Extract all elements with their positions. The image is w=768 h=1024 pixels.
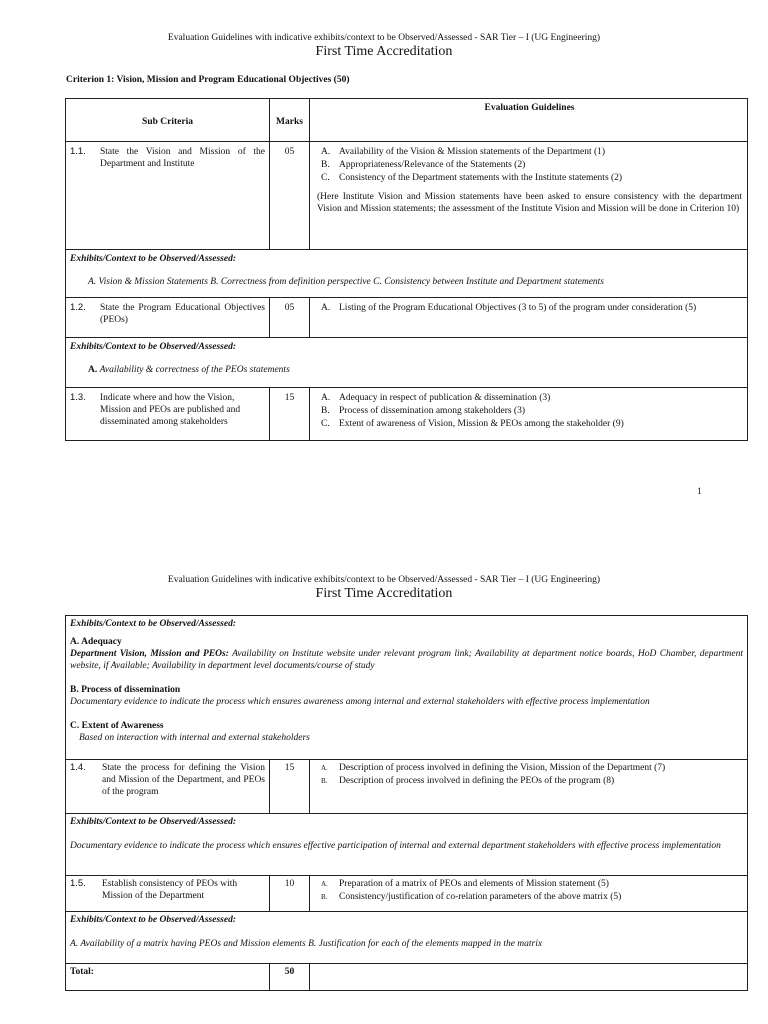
criterion-table-page2 (65, 615, 748, 991)
extent-heading: C. Extent of Awareness (70, 721, 164, 731)
criterion-number: 1.4. (70, 762, 86, 773)
guideline-list (317, 392, 742, 430)
table-row-1-5 (66, 875, 747, 911)
guideline-note: (Here Institute Vision and Mission statements have been asked to ensure consistency with the department Vision and Mission statements; the assessment of the Institute Vision and Mission will be done in Criterion 10) (317, 192, 742, 214)
list-item: B. Appropriateness/Relevance of the Statements (2) (321, 160, 526, 170)
exhibits-text: A. Availability of a matrix having PEOs and Mission elements B. Justification for each of the elements mapped in the matrix (70, 939, 543, 949)
exhibits-title: Exhibits/Context to be Observed/Assessed: (70, 342, 236, 352)
exhibits-title: Exhibits/Context to be Observed/Assessed: (70, 254, 236, 264)
table-row-1-3 (66, 387, 747, 440)
header-subtitle: Evaluation Guidelines with indicative exhibits/context to be Observed/Assessed - SAR Tier – I (UG Engineering) (167, 575, 601, 585)
guideline-list (317, 146, 742, 184)
table-row-1-1 (66, 141, 747, 249)
header-title: First Time Accreditation (315, 586, 453, 601)
table-header-row (66, 99, 747, 141)
table-row-1-4 (66, 759, 747, 813)
exhibits-row-4 (66, 813, 747, 875)
exhibits-row-5 (66, 911, 747, 963)
criterion-text: State the Vision and Mission of the Department and Institute (100, 147, 265, 169)
list-item: B. Consistency/justification of co-relation parameters of the above matrix (5) (321, 892, 622, 902)
criterion-number: 1.5. (70, 878, 86, 889)
page1-header (0, 33, 768, 60)
exhibits-row-2 (66, 337, 747, 387)
list-item: C. Extent of awareness of Vision, Mission & PEOs among the stakeholder (9) (321, 419, 624, 429)
total-value: 50 (284, 967, 295, 977)
criterion-heading: Criterion 1: Vision, Mission and Program Educational Objectives (50) (66, 75, 350, 85)
header-subtitle: Evaluation Guidelines with indicative exhibits/context to be Observed/Assessed - SAR Tier – I (UG Engineering) (167, 33, 601, 43)
criterion-text: State the Program Educational Objectives (PEOs) (100, 303, 265, 325)
col-guidelines: Evaluation Guidelines (484, 103, 575, 113)
exhibits-text: A. Availability & correctness of the PEOs statements (88, 365, 290, 375)
table-row-1-2 (66, 297, 747, 337)
list-item: B. Description of process involved in defining the PEOs of the program (8) (321, 776, 615, 786)
exhibits-row-1 (66, 249, 747, 297)
list-item: A. Description of process involved in defining the Vision, Mission of the Department (7) (321, 763, 666, 773)
page2-header (0, 575, 768, 602)
exhibits-title: Exhibits/Context to be Observed/Assessed: (70, 619, 236, 629)
criterion-text: Indicate where and how the Vision, Mission and PEOs are published and disseminated among stakeholders (100, 393, 241, 427)
marks-value: 05 (270, 298, 310, 337)
criterion-text: Establish consistency of PEOs with Mission of the Department (102, 879, 238, 901)
total-label: Total: (70, 967, 94, 977)
page-number: 1 (697, 487, 702, 497)
criterion-number: 1.2. (70, 302, 86, 313)
marks-value: 05 (270, 142, 310, 249)
adequacy-heading: A. Adequacy (70, 637, 122, 647)
process-heading: B. Process of dissemination (70, 685, 181, 695)
exhibits-text: A. Vision & Mission Statements B. Correctness from definition perspective C. Consistency between Institute and Department statements (88, 277, 605, 287)
process-text: Documentary evidence to indicate the process which ensures awareness among internal and external stakeholders with effective process implementation (70, 697, 650, 707)
criterion-number: 1.1. (70, 146, 86, 157)
list-item: A. Adequacy in respect of publication & dissemination (3) (321, 393, 551, 403)
list-item: B. Process of dissemination among stakeholders (3) (321, 406, 526, 416)
list-item: A. Preparation of a matrix of PEOs and elements of Mission statement (5) (321, 879, 609, 889)
guideline-list (317, 302, 742, 314)
criterion-table-page1 (65, 98, 748, 441)
list-item: C. Consistency of the Department statements with the Institute statements (2) (321, 173, 623, 183)
criterion-text: State the process for defining the Vision and Mission of the Department, and PEOs of the program (102, 763, 265, 797)
list-item: A. Listing of the Program Educational Objectives (3 to 5) of the program under consideration (5) (321, 303, 697, 313)
marks-value: 15 (270, 760, 310, 813)
exhibits-title: Exhibits/Context to be Observed/Assessed: (70, 915, 236, 925)
exhibits-row-3 (66, 616, 747, 759)
criterion-number: 1.3. (70, 392, 86, 403)
marks-value: 10 (270, 876, 310, 911)
exhibits-title: Exhibits/Context to be Observed/Assessed: (70, 817, 236, 827)
total-row (66, 963, 747, 990)
marks-value: 15 (270, 388, 310, 440)
list-item: A. Availability of the Vision & Mission statements of the Department (1) (321, 147, 606, 157)
header-title: First Time Accreditation (315, 44, 453, 59)
col-sub-criteria: Sub Criteria (66, 99, 270, 141)
col-marks: Marks (270, 99, 310, 141)
adequacy-text: Department Vision, Mission and PEOs: Availability on Institute website under relevant program link; Availability at department notice boards, HoD Chamber, department website, if Available; Availability in department level documents/course of study (70, 649, 744, 671)
exhibits-text: Documentary evidence to indicate the process which ensures effective participation of internal and external department stakeholders with effective process implementation (70, 841, 721, 851)
guideline-list (317, 762, 742, 787)
extent-text: Based on interaction with internal and external stakeholders (79, 733, 310, 743)
guideline-list (317, 878, 742, 903)
